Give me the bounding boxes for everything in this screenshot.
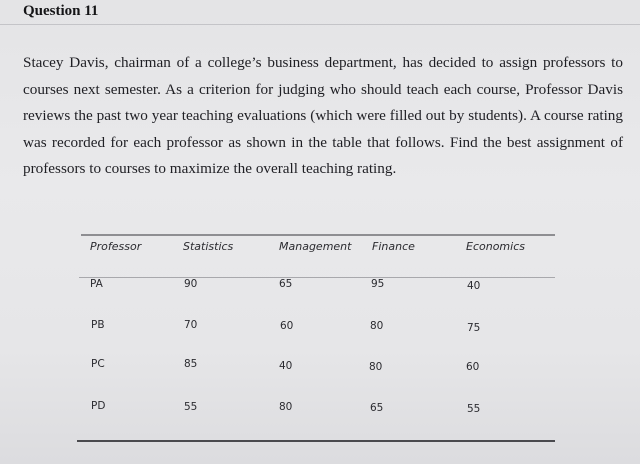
ratings-table [77, 230, 555, 442]
row-pc-statistics: 85 [184, 358, 198, 370]
header-statistics: Statistics [183, 240, 234, 253]
row-pa-management: 65 [279, 278, 293, 290]
row-pb-statistics: 70 [184, 319, 198, 331]
row-pb-economics: 75 [467, 322, 481, 334]
row-pa-professor: PA [90, 278, 103, 290]
row-pb-professor: PB [91, 319, 105, 331]
row-pc-management: 40 [279, 360, 293, 372]
header-finance: Finance [372, 240, 415, 253]
row-pc-professor: PC [91, 358, 105, 370]
row-pd-professor: PD [91, 400, 106, 412]
header-management: Management [279, 240, 352, 253]
row-pd-management: 80 [279, 401, 293, 413]
title-divider [0, 24, 640, 25]
table-bottom-rule [77, 440, 555, 442]
table-header-rule [79, 277, 555, 278]
table-top-rule [81, 234, 555, 236]
header-professor: Professor [90, 240, 142, 253]
row-pb-finance: 80 [370, 320, 384, 332]
header-economics: Economics [466, 240, 525, 253]
row-pa-finance: 95 [371, 278, 385, 290]
row-pc-finance: 80 [369, 361, 383, 373]
question-title: Question 11 [23, 3, 99, 19]
row-pa-statistics: 90 [184, 278, 198, 290]
row-pd-finance: 65 [370, 402, 384, 414]
row-pb-management: 60 [280, 320, 294, 332]
question-paragraph: Stacey Davis, chairman of a college’s business department, has decided to assign professors to courses next semester. As a criterion for judging who should teach each course, Professor Davis reviews the past two year teaching evaluations (which were filled out by students). A course rating was recorded for each professor as shown in the table that follows. Find the best assignment of professors to courses to maximize the overall teaching rating. [23, 54, 623, 178]
row-pd-economics: 55 [467, 403, 481, 415]
row-pc-economics: 60 [466, 361, 480, 373]
row-pd-statistics: 55 [184, 401, 198, 413]
row-pa-economics: 40 [467, 280, 481, 292]
